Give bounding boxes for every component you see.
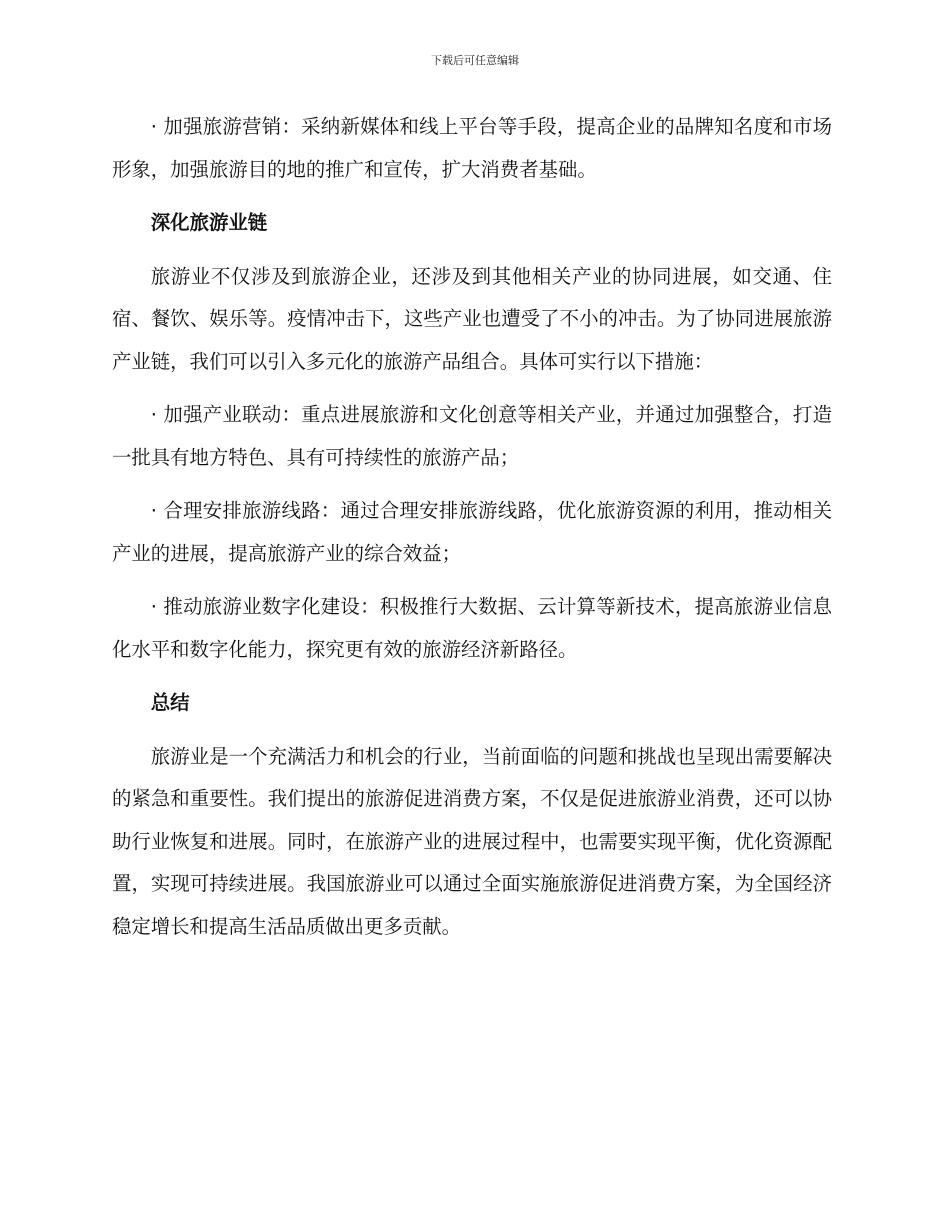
bullet-digitalization: · 推动旅游业数字化建设：积极推行大数据、云计算等新技术，提高旅游业信息化水平和数字化能力，探究更有效的旅游经济新路径。: [112, 595, 832, 661]
section-heading-industry-chain: 深化旅游业链: [150, 211, 268, 234]
paragraph-industry-chain: 旅游业不仅涉及到旅游企业，还涉及到其他相关产业的协同进展，如交通、住宿、餐饮、娱乐等。疫情冲击下，这些产业也遭受了不小的冲击。为了协同进展旅游产业链，我们可以引入多元化的旅游产品组合。具体可实行以下措施：: [112, 264, 832, 373]
bullet-route-planning: · 合理安排旅游线路：通过合理安排旅游线路，优化旅游资源的利用，推动相关产业的进展，提高旅游产业的综合效益；: [112, 499, 832, 565]
section-heading-summary: 总结: [150, 691, 190, 714]
document-body: [112, 106, 832, 959]
page-header: 下载后可任意编辑: [431, 54, 519, 67]
paragraph-summary: 旅游业是一个充满活力和机会的行业，当前面临的问题和挑战也呈现出需要解决的紧急和重要性。我们提出的旅游促进消费方案，不仅是促进旅游业消费，还可以协助行业恢复和进展。同时，在旅游产业的进展过程中，也需要实现平衡，优化资源配置，实现可持续进展。我国旅游业可以通过全面实施旅游促进消费方案，为全国经济稳定增长和提高生活品质做出更多贡献。: [112, 744, 832, 938]
bullet-industry-linkage: · 加强产业联动：重点进展旅游和文化创意等相关产业，并通过加强整合，打造一批具有地方特色、具有可持续性的旅游产品；: [112, 403, 832, 469]
bullet-marketing: · 加强旅游营销：采纳新媒体和线上平台等手段，提高企业的品牌知名度和市场形象，加强旅游目的地的推广和宣传，扩大消费者基础。: [112, 115, 832, 181]
